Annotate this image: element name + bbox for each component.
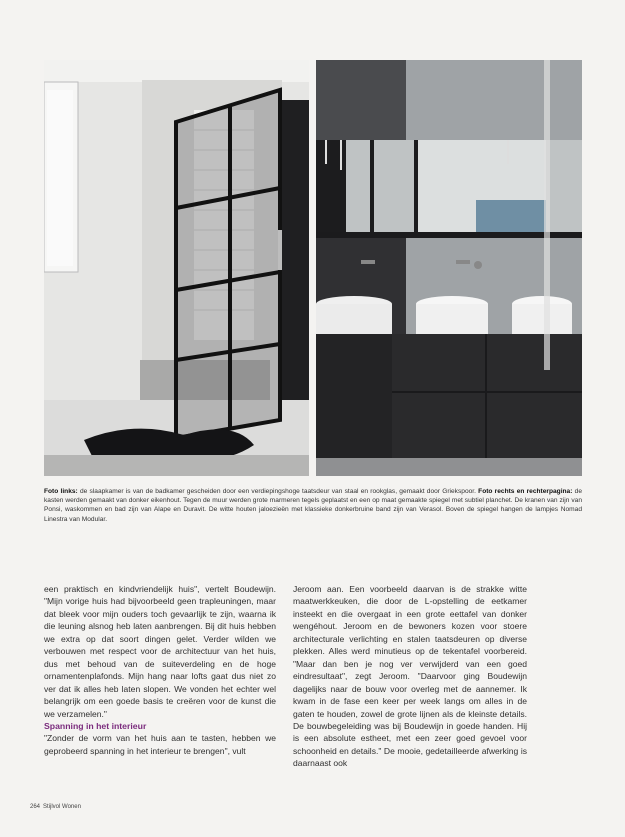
article-paragraph: een praktisch en kindvriendelijk huis", vertelt Boudewijn. "Mijn vorige huis had bijvoorbeeld geen trapleuningen, maar dat bleek voor mijn ouders toch gevaarlijk te zijn, waarna ik die leuning alsnog heb laten aanbrengen. Bij dit huis hebben we extra op dat soort dingen gelet. Verder wilden we verbouwen met respect voor de architectuur van het huis, dus met behoud van de suiteverdeling en de hoge ornamentenplafonds. Mijn hang naar lofts gaat dus niet zo ver dat ik alles heb laten slopen. We vonden het echter wel belangrijk om een goede basis te creëren voor de kunst die we verzamelen." <box>44 584 276 719</box>
section-subheading: Spanning in het interieur <box>44 720 147 731</box>
page-footer <box>30 804 81 810</box>
photo-caption <box>44 487 582 524</box>
bathroom-vanity-image <box>316 60 582 476</box>
caption-left-text: de slaapkamer is van de badkamer gescheiden door een verdiepingshoge taatsdeur van staal en rookglas, gemaakt door Griekspoor. <box>77 488 479 495</box>
publication-name: Stijlvol Wonen <box>43 804 81 810</box>
article-column-left <box>44 583 276 757</box>
bedroom-door-image <box>44 60 309 476</box>
caption-left-label: Foto links: <box>44 488 78 495</box>
caption-right-label: Foto rechts en rechterpagina: <box>478 488 573 495</box>
photo-bedroom-door <box>44 60 309 476</box>
photo-bathroom-vanity <box>316 60 582 476</box>
caption-right-text: de kasten werden gemaakt van donker eikenhout. Tegen de muur werden grote marmeren tegels geplaatst en een op maat gemaakte spiegel met subtiel planchet. De kranen van zijn van Ponsi, waskommen en bad zijn van Alape en Duravit. De witte houten jaloezieën met klassieke donkerbruine band zijn van Verasol. Boven de spiegel hangen de lampjes Nomad Linestra van Modular. <box>44 488 582 523</box>
article-paragraph: "Zonder de vorm van het huis aan te tasten, hebben we geprobeerd spanning in het interieur te brengen", vult <box>44 733 276 756</box>
article-column-right <box>293 583 527 770</box>
article-paragraph: Jeroom aan. Een voorbeeld daarvan is de strakke witte maatwerkkeuken, die door de L-opstelling de eetkamer insteekt en die overgaat in een grote eettafel van donker wengéhout. Jeroom en de bewoners kozen voor stoere architecturale verlichting en stalen taatsdeuren op diverse plekken. Alles werd minutieus op de tekentafel voorbereid. "Maar dan ben je nog ver verwijderd van een goed eindresultaat", zegt Jeroom. "Daarvoor ging Boudewijn dagelijks naar de bouw voor overleg met de aannemer. Ik kwam in de fase een keer per week langs om alles in de gaten te houden, zowel de grote lijnen als de kleinste details. De bouwbegeleiding was bij Boudewijn in goede handen. Hij is een absolute esthеet, met een zeer goed gevoel voor schoonheid en details." De mooie, gedetailleerde afwerking is daarnaast ook <box>293 584 527 769</box>
page-number: 264 <box>30 804 41 810</box>
